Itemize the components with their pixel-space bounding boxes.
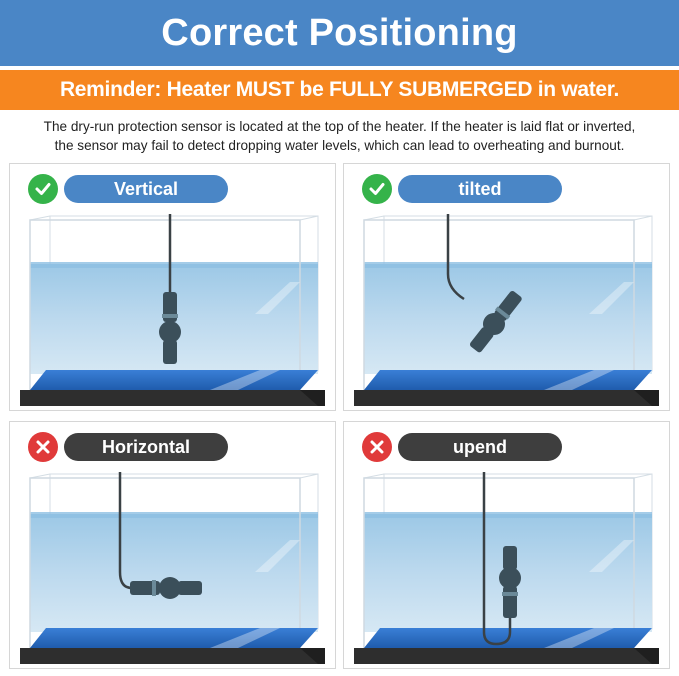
reminder-banner xyxy=(0,70,679,110)
page-title: Correct Positioning xyxy=(161,11,518,54)
panel-vertical xyxy=(9,163,336,411)
panel-label: Vertical xyxy=(113,178,179,199)
panel-horizontal xyxy=(9,421,336,669)
panel-label: upend xyxy=(453,436,507,457)
description xyxy=(10,117,669,155)
panel-label: tilted xyxy=(458,178,502,199)
label-pill xyxy=(64,433,228,461)
label-pill xyxy=(64,175,228,203)
cross-icon xyxy=(362,432,392,462)
description-line-2: the sensor may fail to detect dropping water levels, which can lead to overheating and burnout. xyxy=(54,138,625,153)
cross-icon xyxy=(28,432,58,462)
check-icon xyxy=(362,174,392,204)
reminder-text: Reminder: Heater MUST be FULLY SUBMERGED in water. xyxy=(59,78,620,101)
label-pill xyxy=(398,175,562,203)
panel-label: Horizontal xyxy=(102,436,190,457)
description-line-1: The dry-run protection sensor is located at the top of the heater. If the heater is laid flat or inverted, xyxy=(43,119,636,134)
panel-upend xyxy=(343,421,670,669)
label-pill xyxy=(398,433,562,461)
panel-tilted xyxy=(343,163,670,411)
check-icon xyxy=(28,174,58,204)
title-banner xyxy=(0,0,679,66)
